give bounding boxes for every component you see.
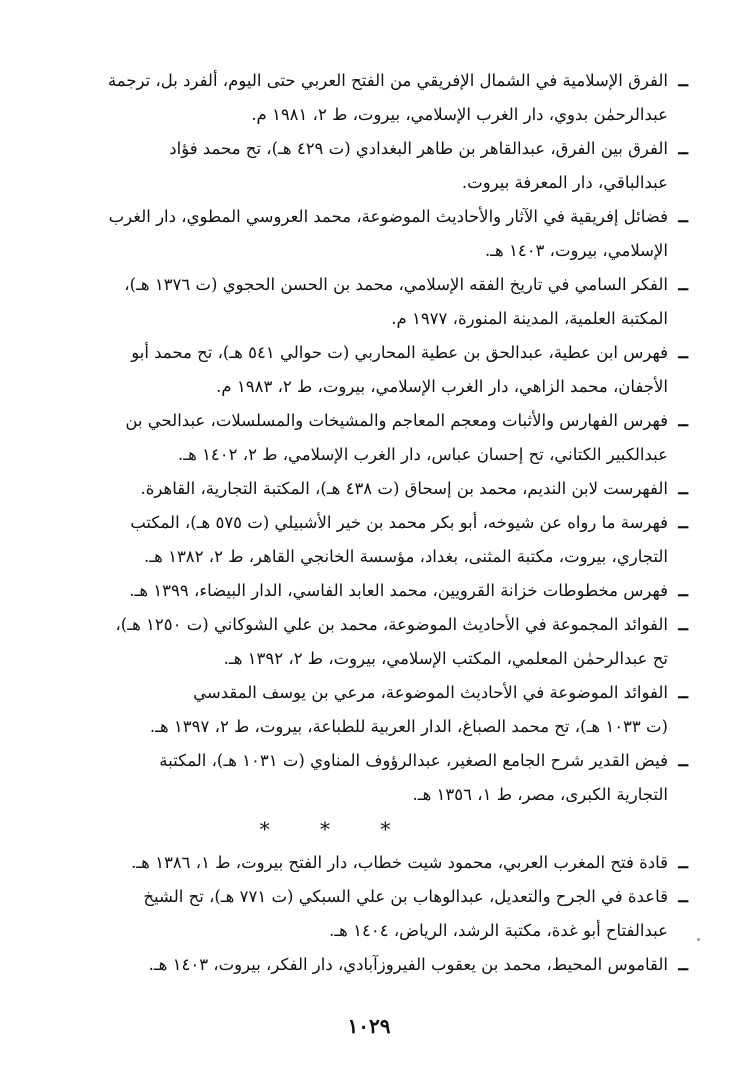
bibliography-entry xyxy=(26,676,686,744)
entry-first-line: الفهرست لابن النديم، محمد بن إسحاق (ت ٤٣٨ هـ)، المكتبة التجارية، القاهرة. xyxy=(140,479,668,498)
entry-dash: ــ xyxy=(678,853,688,872)
entry-continuation-line: تح عبدالرحمٰن المعلمي، المكتب الإسلامي، بيروت، ط ٢، ١٣٩٢ هـ. xyxy=(223,649,668,668)
entry-continuation-line: (ت ١٠٣٣ هـ)، تح محمد الصباغ، الدار العربية للطباعة، بيروت، ط ٢، ١٣٩٧ هـ. xyxy=(149,717,668,736)
entry-continuation-line: المكتبة العلمية، المدينة المنورة، ١٩٧٧ م. xyxy=(391,309,668,328)
bibliography-entry xyxy=(26,64,686,132)
bibliography-entry xyxy=(26,472,686,506)
entry-dash: ــ xyxy=(678,751,688,770)
entry-first-line: فيض القدير شرح الجامع الصغير، عبدالرؤوف المناوي (ت ١٠٣١ هـ)، المكتبة xyxy=(159,751,668,770)
entry-dash: ــ xyxy=(678,615,688,634)
entry-first-line: قاعدة في الجرح والتعديل، عبدالوهاب بن علي السبكي (ت ٧٧١ هـ)، تح الشيخ xyxy=(143,887,668,906)
entry-continuation-line: التجارية الكبرى، مصر، ط ١، ١٣٥٦ هـ. xyxy=(412,785,668,804)
entry-continuation-line: عبدالرحمٰن بدوي، دار الغرب الإسلامي، بيروت، ط ٢، ١٩٨١ م. xyxy=(251,105,668,124)
bibliography-entry xyxy=(26,608,686,676)
page-number: ١٠٢٩ xyxy=(347,1014,391,1038)
entry-dash: ــ xyxy=(678,887,688,906)
entry-first-line: فهرس الفهارس والأثبات ومعجم المعاجم والمشيخات والمسلسلات، عبدالحي بن xyxy=(125,411,668,430)
entry-first-line: الفوائد المجموعة في الأحاديث الموضوعة، محمد بن علي الشوكاني (ت ١٢٥٠ هـ)، xyxy=(115,615,668,634)
entry-first-line: فهرسة ما رواه عن شيوخه، أبو بكر محمد بن خير الأشبيلي (ت ٥٧٥ هـ)، المكتب xyxy=(130,513,668,532)
entry-first-line: فضائل إفريقية في الآثار والأحاديث الموضوعة، محمد العروسي المطوي، دار الغرب xyxy=(108,207,668,226)
entry-first-line: الفرق الإسلامية في الشمال الإفريقي من الفتح العربي حتى اليوم، ألفرد بل، ترجمة xyxy=(107,71,668,90)
entry-dash: ــ xyxy=(678,275,688,294)
bibliography-entry xyxy=(26,336,686,404)
bibliography-entry xyxy=(26,574,686,608)
scan-speck xyxy=(697,938,700,941)
entry-dash: ــ xyxy=(678,139,688,158)
bibliography-list xyxy=(26,64,686,982)
bibliography-entry xyxy=(26,200,686,268)
bibliography-entry xyxy=(26,404,686,472)
entry-dash: ــ xyxy=(678,581,688,600)
section-separator: * * * xyxy=(259,817,413,841)
entry-continuation-line: التجاري، بيروت، مكتبة المثنى، بغداد، مؤسسة الخانجي القاهر، ط ٢، ١٣٨٢ هـ. xyxy=(144,547,668,566)
entry-first-line: الفوائد الموضوعة في الأحاديث الموضوعة، مرعي بن يوسف المقدسي xyxy=(193,683,668,702)
bibliography-entry xyxy=(26,846,686,880)
bibliography-entry xyxy=(26,880,686,948)
entry-continuation-line: عبدالكبير الكتاني، تح إحسان عباس، دار الغرب الإسلامي، ط ٢، ١٤٠٢ هـ. xyxy=(178,445,668,464)
bibliography-section-fa xyxy=(26,64,686,812)
entry-first-line: قادة فتح المغرب العربي، محمود شيت خطاب، دار الفتح بيروت، ط ١، ١٣٨٦ هـ. xyxy=(131,853,668,872)
entry-first-line: فهرس مخطوطات خزانة القرويين، محمد العابد الفاسي، الدار البيضاء، ١٣٩٩ هـ. xyxy=(129,581,668,600)
bibliography-entry xyxy=(26,948,686,982)
entry-first-line: الفرق بين الفرق، عبدالقاهر بن طاهر البغدادي (ت ٤٢٩ هـ)، تح محمد فؤاد xyxy=(169,139,668,158)
bibliography-entry xyxy=(26,506,686,574)
entry-first-line: فهرس ابن عطية، عبدالحق بن عطية المحاربي (ت حوالي ٥٤١ هـ)، تح محمد أبو xyxy=(131,343,668,362)
entry-dash: ــ xyxy=(678,411,688,430)
entry-continuation-line: عبدالفتاح أبو غدة، مكتبة الرشد، الرياض، ١٤٠٤ هـ. xyxy=(329,921,668,940)
entry-dash: ــ xyxy=(678,343,688,362)
entry-dash: ــ xyxy=(678,683,688,702)
bibliography-section-qaf xyxy=(26,846,686,982)
entry-continuation-line: الأجفان، محمد الزاهي، دار الغرب الإسلامي، بيروت، ط ٢، ١٩٨٣ م. xyxy=(216,377,668,396)
entry-continuation-line: عبدالباقي، دار المعرفة بيروت. xyxy=(461,173,668,192)
bibliography-entry xyxy=(26,268,686,336)
bibliography-entry xyxy=(26,744,686,812)
bibliography-entry xyxy=(26,132,686,200)
entry-continuation-line: الإسلامي، بيروت، ١٤٠٣ هـ. xyxy=(484,241,668,260)
entry-dash: ــ xyxy=(678,207,688,226)
entry-dash: ــ xyxy=(678,479,688,498)
entry-dash: ــ xyxy=(678,955,688,974)
entry-dash: ــ xyxy=(678,71,688,90)
entry-dash: ــ xyxy=(678,513,688,532)
entry-first-line: الفكر السامي في تاريخ الفقه الإسلامي، محمد بن الحسن الحجوي (ت ١٣٧٦ هـ)، xyxy=(124,275,668,294)
entry-first-line: القاموس المحيط، محمد بن يعقوب الفيروزآبادي، دار الفكر، بيروت، ١٤٠٣ هـ. xyxy=(148,955,668,974)
